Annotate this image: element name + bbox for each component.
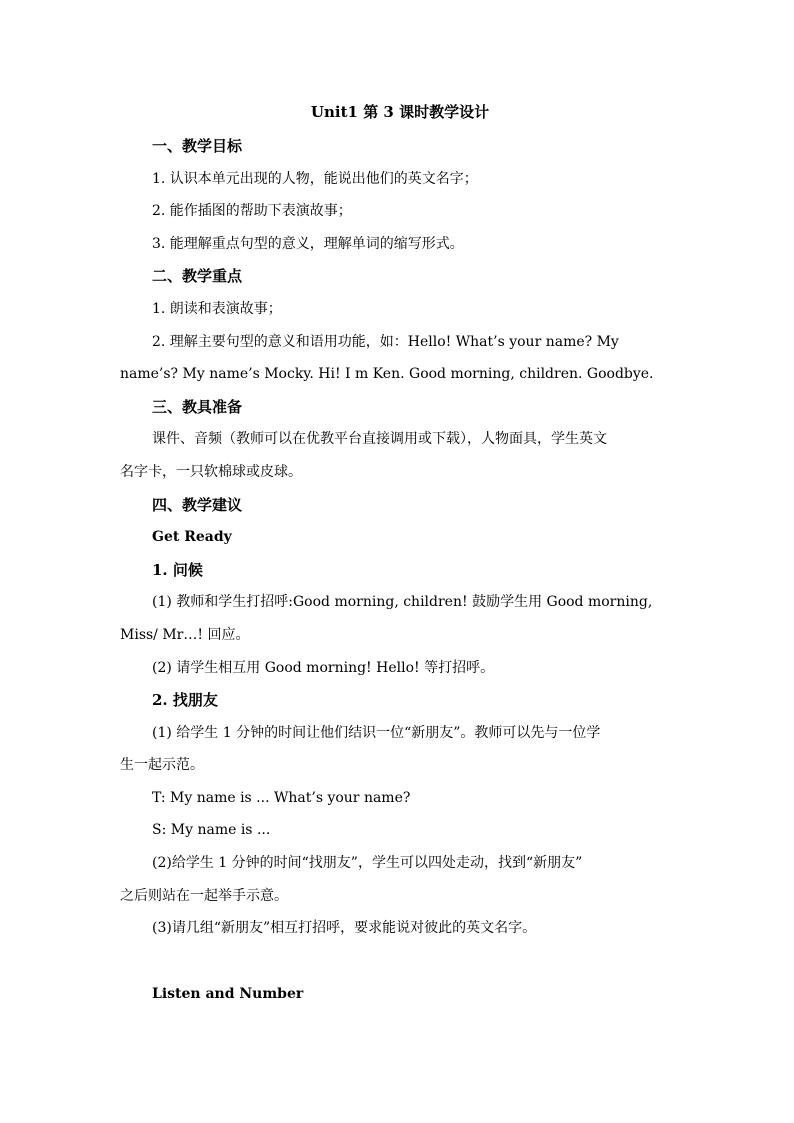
greeting-item-2: (2) 请学生相互用 Good morning! Hello! 等打招呼。 [152, 659, 495, 676]
find-friends-item-1-line-2: 生一起示范。 [120, 757, 204, 774]
subheading-get-ready: Get Ready [152, 529, 232, 546]
key-point-item-1: 1. 朗读和表演故事； [152, 300, 282, 317]
goal-item-2: 2. 能作插图的帮助下表演故事； [152, 203, 352, 220]
key-point-item-2-line-1: 2. 理解主要句型的意义和语用功能，如：Hello! What’s your name? My [152, 333, 619, 350]
materials-line-1: 课件、音频（教师可以在优教平台直接调用或下载），人物面具，学生英文 [152, 431, 607, 448]
goal-item-1: 1. 认识本单元出现的人物，能说出他们的英文名字； [152, 170, 478, 187]
subheading-find-friends: 2. 找朋友 [152, 691, 218, 710]
key-point-item-2-line-2: name’s? My name’s Mocky. Hi! I m Ken. Good morning, children. Goodbye. [120, 366, 654, 383]
find-friends-item-2-line-1: (2)给学生 1 分钟的时间“找朋友”，学生可以四处走动，找到“新朋友” [152, 855, 583, 872]
section-heading-key-points: 二、教学重点 [152, 267, 243, 286]
section-heading-goals: 一、教学目标 [152, 137, 243, 155]
find-friends-item-2-line-2: 之后则站在一起举手示意。 [120, 887, 288, 904]
subheading-greeting: 1. 问候 [152, 560, 203, 579]
materials-line-2: 名字卡，一只软棉球或皮球。 [120, 463, 302, 480]
greeting-item-1-line-1: (1) 教师和学生打招呼:Good morning, children! 鼓励学生用 Good morning, [152, 594, 653, 611]
section-heading-suggestions: 四、教学建议 [152, 495, 243, 514]
dialog-student-line: S: My name is ... [152, 822, 271, 839]
section-heading-materials: 三、教具准备 [152, 397, 243, 416]
goal-item-3: 3. 能理解重点句型的意义，理解单词的缩写形式。 [152, 235, 464, 252]
find-friends-item-3: (3)请几组“新朋友”相互打招呼，要求能说对彼此的英文名字。 [152, 920, 537, 937]
dialog-teacher-line: T: My name is ... What’s your name? [152, 789, 411, 806]
blank-spacer [120, 945, 680, 978]
find-friends-item-1-line-1: (1) 给学生 1 分钟的时间让他们结识一位“新朋友”。教师可以先与一位学 [152, 724, 601, 741]
page-title: Unit1 第 3 课时教学设计 [310, 103, 490, 121]
document-page [120, 100, 680, 1010]
subheading-listen-and-number: Listen and Number [152, 985, 304, 1002]
greeting-item-1-line-2: Miss/ Mr…! 回应。 [120, 626, 250, 643]
